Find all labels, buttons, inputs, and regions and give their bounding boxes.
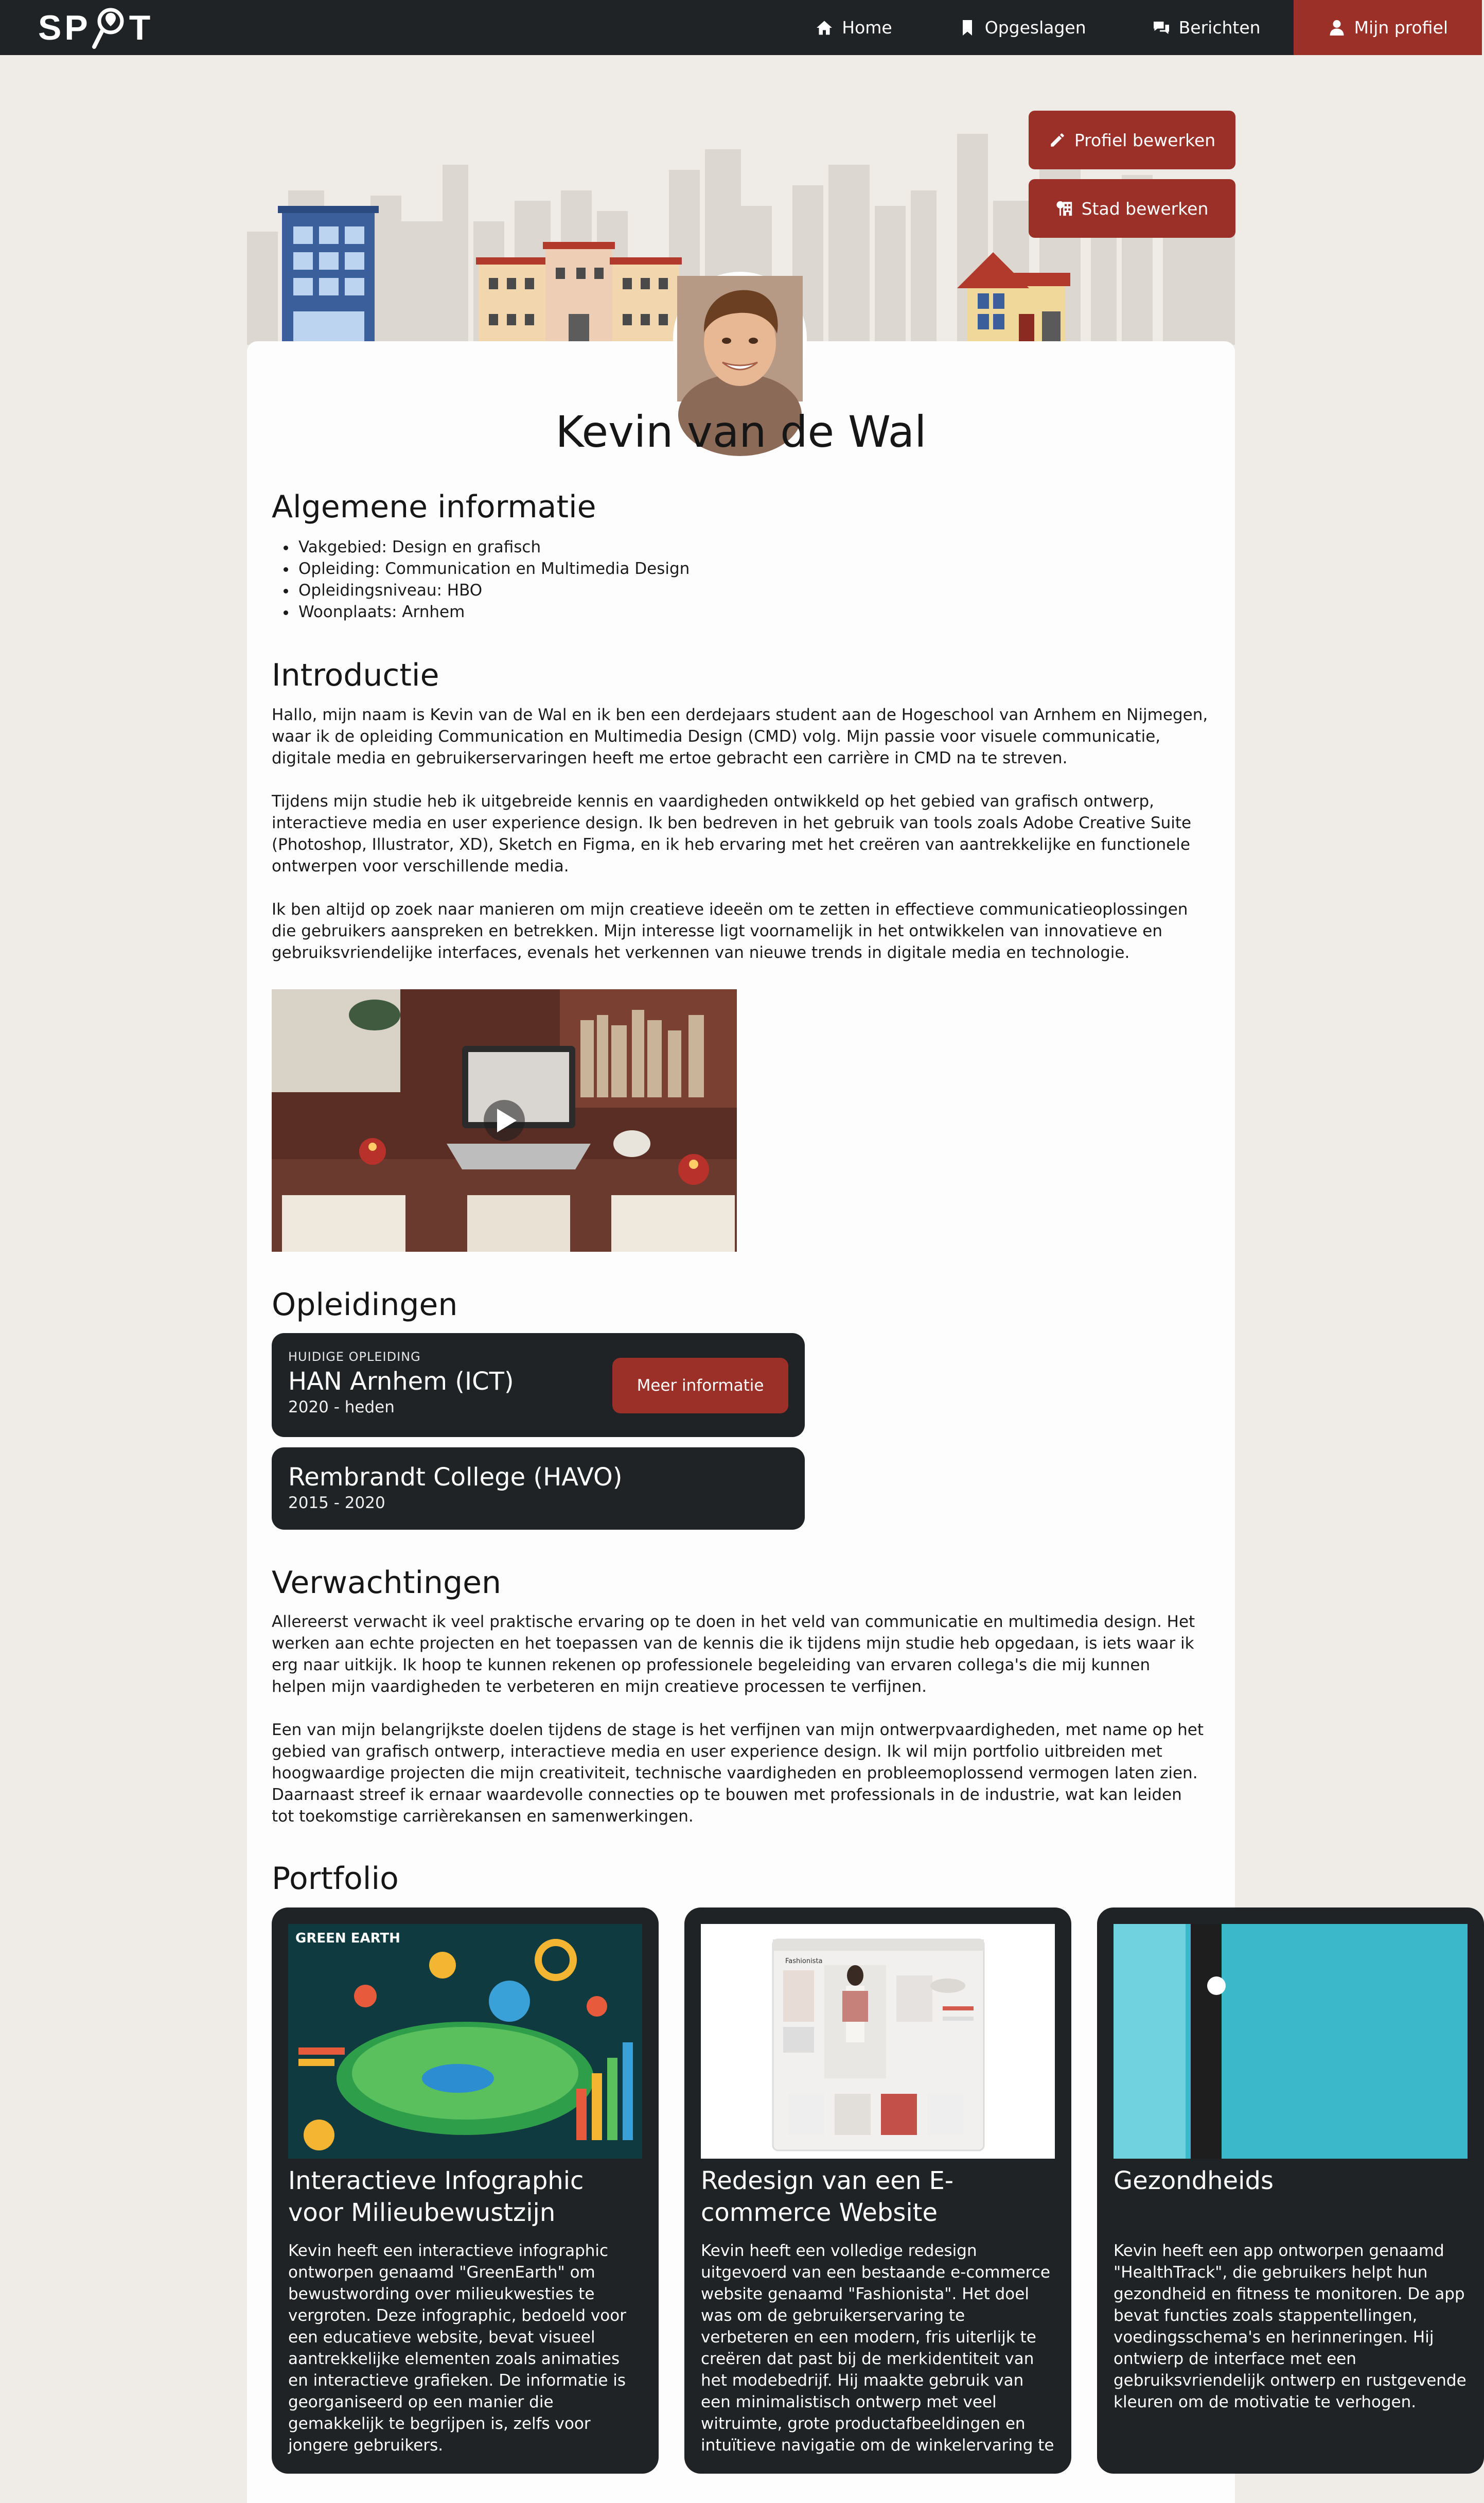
portfolio-card-health-app[interactable]	[1097, 1907, 1484, 2474]
townhouses	[476, 242, 682, 345]
education-years: 2015 - 2020	[288, 1494, 385, 1512]
education-years: 2020 - heden	[288, 1398, 395, 1416]
info-residence: • Woonplaats: Arnhem	[296, 601, 690, 623]
intro-paragraph-3: Ik ben altijd op zoek naar manieren om mijn creatieve ideeën om te zetten in effectieve communicatieoplossingen die gebruikers aanspreken en betrekken. Mijn interesse ligt voornamelijk in het ontwikkelen van innovatieve en gebruiksvriendelijke interfaces, evenals het verkennen van nieuwe trends in digitale media en technologie.	[272, 900, 1188, 962]
education-item-previous	[272, 1447, 805, 1530]
portfolio-title: Portfolio	[272, 1861, 399, 1897]
nav-messages-label: Berichten	[1178, 17, 1261, 38]
info-field: • Vakgebied: Design en grafisch	[296, 536, 690, 558]
logo-text-sp: SP	[38, 8, 91, 47]
general-info-title: Algemene informatie	[272, 489, 596, 525]
nav-home[interactable]	[782, 0, 925, 55]
avatar-photo	[677, 276, 803, 401]
edit-profile-label: Profiel bewerken	[1074, 130, 1216, 150]
portfolio-image-infographic	[288, 1924, 642, 2159]
intro-paragraph-1: Hallo, mijn naam is Kevin van de Wal en ik ben een derdejaars student aan de Hogeschool van Arnhem en Nijmegen, waar ik de opleiding Communication en Multimedia Design (CMD) volg. Mijn passie voor visuele communicatie, digitale media en gebruikerservaringen heeft me ertoe gebracht een carrière in CMD na te streven.	[272, 706, 1208, 767]
portfolio-image-health-app	[1114, 1924, 1468, 2159]
portfolio-carousel[interactable]	[272, 1907, 1467, 2458]
portfolio-card-description: Kevin heeft een app ontworpen genaamd "HealthTrack", die gebruikers helpt hun gezondheid en fitness te monitoren. De app bevat functies zoals stappentellingen, voedingsschema's en herinneringen. Hij ontwierp de interface met een gebruiksvriendelijk ontwerp en rustgevende kleuren om de motivatie te verhogen.	[1114, 2242, 1467, 2411]
nav-my-profile-label: Mijn profiel	[1354, 17, 1448, 38]
intro-paragraph-2: Tijdens mijn studie heb ik uitgebreide kennis en vaardigheden ontwikkeld op het gebied van grafisch ontwerp, interactieve media en user experience design. Ik ben bedreven in het gebruik van tools zoals Adobe Creative Suite (Photoshop, Illustrator, XD), Sketch en Figma, en ik heb ervaring met het creëren van aantrekkelijke en functionele ontwerpen voor verschillende media.	[272, 792, 1192, 876]
spot-logo[interactable]	[38, 5, 153, 50]
nav-messages[interactable]	[1119, 0, 1294, 55]
education-school: HAN Arnhem (ICT)	[288, 1367, 514, 1396]
nav-saved[interactable]	[925, 0, 1119, 55]
portfolio-image-ecommerce	[701, 1924, 1055, 2159]
bookmark-icon	[958, 19, 977, 37]
portfolio-card-description: Kevin heeft een volledige redesign uitgevoerd van een bestaande e-commerce website genaamd "Fashionista". Het doel was om de gebruikerservaring te verbeteren en een modern, fris uiterlijk te creëren dat past bij de merkidentiteit van het modebedrijf. Hij maakte gebruik van een minimalistisch ontwerp met veel witruimte, grote productafbeeldingen en intuïtieve navigatie om de winkelervaring te	[701, 2242, 1054, 2455]
education-title: Opleidingen	[272, 1287, 458, 1323]
portfolio-card-title: Interactieve Infographic voor Milieubewustzijn	[288, 2166, 584, 2227]
portfolio-card-description: Kevin heeft een interactieve infographic ontworpen genaamd "GreenEarth" om bewustwording over milieukwesties te vergroten. Deze infographic, bedoeld voor een educatieve website, bevat visueel aantrekkelijke elementen zoals animaties en interactieve grafieken. De informatie is georganiseerd op een manier die gemakkelijk te begrijpen is, zelfs voor jongere gebruikers.	[288, 2242, 626, 2455]
city-icon	[1056, 200, 1073, 217]
video-thumbnail	[272, 989, 737, 1252]
nav-my-profile[interactable]	[1294, 0, 1482, 55]
current-education-label: HUIDIGE OPLEIDING	[288, 1350, 421, 1364]
portfolio-card-ecommerce[interactable]	[684, 1907, 1071, 2474]
intro-video[interactable]	[272, 989, 737, 1252]
education-school: Rembrandt College (HAVO)	[288, 1463, 623, 1492]
nav-saved-label: Opgeslagen	[984, 17, 1086, 38]
portfolio-card-infographic[interactable]	[272, 1907, 659, 2474]
portfolio-card-title: Gezondheids	[1114, 2166, 1274, 2195]
home-icon	[815, 19, 834, 37]
education-item-current	[272, 1333, 805, 1437]
messages-icon	[1152, 19, 1171, 37]
general-info-list	[272, 536, 690, 623]
expectations-title: Verwachtingen	[272, 1565, 502, 1601]
user-icon	[1328, 19, 1346, 37]
magnifier-pin-icon	[92, 6, 128, 50]
profile-name: Kevin van de Wal	[555, 407, 927, 457]
info-education: • Opleiding: Communication en Multimedia Design	[296, 558, 690, 580]
info-level: • Opleidingsniveau: HBO	[296, 580, 690, 601]
expectations-paragraph-2: Een van mijn belangrijkste doelen tijdens de stage is het verfijnen van mijn ontwerpvaardigheden, met name op het gebied van grafisch ontwerp, interactieve media en user experience design. Ik wil mijn portfolio uitbreiden met hoogwaardige projecten die mijn creativiteit, technische vaardigheden en probleemoplossend vermogen laten zien. Daarnaast streef ik ernaar waardevolle connecties op te bouwen met professionals in de industrie, wat kan leiden tot toekomstige carrièrekansen en samenwerkingen.	[272, 1721, 1204, 1826]
edit-city-button[interactable]	[1029, 179, 1235, 238]
nav-menu	[782, 0, 1482, 55]
nav-home-label: Home	[842, 17, 892, 38]
edit-profile-button[interactable]	[1029, 111, 1235, 169]
expectations-paragraph-1: Allereerst verwacht ik veel praktische ervaring op te doen in het veld van communicatie en multimedia design. Het werken aan echte projecten en het toepassen van de kennis die ik tijdens mijn studie heb opgedaan, is iets waar ik erg naar uitkijk. Ik hoop te kunnen rekenen op professionele begeleiding van ervaren collega's die mij kunnen helpen mijn vaardigheden te verbeteren en mijn creatieve processen te verfijnen.	[272, 1613, 1195, 1696]
infographic-heading: GREEN EARTH	[295, 1931, 400, 1946]
blue-building	[278, 206, 379, 345]
logo-text-t: T	[129, 8, 154, 47]
ecommerce-logo-text: Fashionista	[785, 1957, 823, 1965]
portfolio-card-title: Redesign van een E-commerce Website	[701, 2166, 954, 2227]
more-info-button[interactable]: Meer informatie	[612, 1358, 788, 1413]
intro-title: Introductie	[272, 657, 439, 693]
pencil-icon	[1049, 131, 1066, 149]
edit-city-label: Stad bewerken	[1081, 198, 1209, 219]
profile-avatar	[673, 272, 807, 406]
top-navbar	[0, 0, 1482, 55]
